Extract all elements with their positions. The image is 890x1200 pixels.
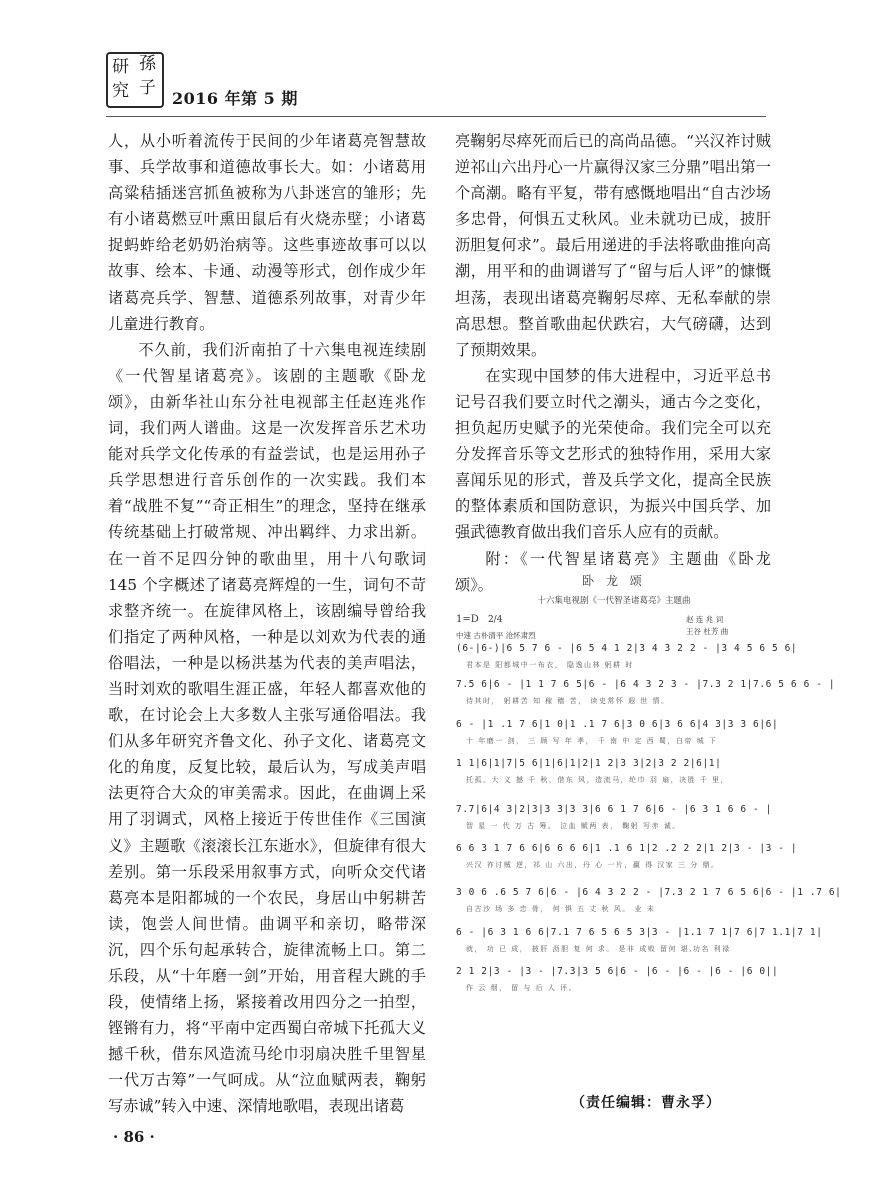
logo-char: 究 xyxy=(112,81,129,101)
score-lyric: 智 星 一 代 万 古 筹。 泣血 赋两 表， 鞠躬 写赤 诚。 xyxy=(466,822,681,830)
paragraph: 人，从小听着流传于民间的少年诸葛亮智慧故事、兵学故事和道德故事长大。如：小诸葛用高粱秸插迷宫抓鱼被称为八卦迷宫的雏形；先有小诸葛燃豆叶熏田鼠后有火烧赤壁；小诸葛捉蚂蚱给老奶奶治病等。这些事迹故事可以以故事、绘本、卡通、动漫等形式，创作成少年诸葛亮兵学、智慧、道德系列故事，对青少年儿童进行教育。 xyxy=(108,132,426,333)
score-line: 6 - |1 .1 7 6|1 0|1 .1 7 6|3 0 6|3 6 6|4 3|3 3 6|6| xyxy=(456,719,779,730)
journal-logo xyxy=(106,52,164,108)
score-lyric: 作 云 烟， 留 与 后 人 评。 xyxy=(466,984,578,992)
score-lyric: 君本是 阳都城中一布衣， 隐逸山林 躬耕 时 xyxy=(466,661,634,669)
score-line: 7.5 6|6 - |1 1 7 6 5|6 - |6 4 3 2 3 - |7.3 2 1|7.6 5 6 6 - | xyxy=(456,679,836,690)
score-lyric: 兴汉 祚讨贼 逆，祁 山 六出，丹 心 一片，赢 得 汉家 三 分 鼎。 xyxy=(466,861,720,869)
editor-note: （责任编辑：曹永孚） xyxy=(571,1095,721,1111)
score-line: 3 0 6 .6 5 7 6|6 - |6 4 3 2 2 - |7.3 2 1 7 6 5 6|6 - |1 .7 6| xyxy=(456,887,842,898)
score-key xyxy=(456,614,502,625)
composer-credit: 王谷 杜芳 曲 xyxy=(686,627,729,636)
score-lyric: 待其时， 躬耕苦 知 稼 穑 苦， 读史常怀 遐 世 情。 xyxy=(466,697,670,705)
paragraph: 不久前，我们沂南拍了十六集电视连续剧《一代智星诸葛亮》。该剧的主题歌《卧龙颂》，由新华社山东分社电视部主任赵连兆作词，我们两人谱曲。这是一次发挥音乐艺术功能对兵学文化传承的有益尝试，也是运用孙子兵学思想进行音乐创作的一次实践。我们本着“战胜不复”“奇正相生”的理念，坚持在继承传统基础上打破常规、冲出羁绊、力求出新。在一首不足四分钟的歌曲里，用十八句歌词 145 个字概述了诸葛亮辉煌的一生，词句不苛求整齐统一。在旋律风格上，该剧编导曾给我们指定了两种风格，一种是以刘欢为代表的通俗唱法，一种是以杨洪基为代表的美声唱法，当时刘欢的歌唱生涯正盛，年轻人都喜欢他的歌，在讨论会上大多数人主张写通俗唱法。我们从多年研究齐鲁文化、孙子文化、诸葛亮文化的角度，反复比较，最后认为，写成美声唱法更符合大众的审美需求。因此，在曲调上采用了羽调式，风格上接近于传世佳作《三国演义》主题歌《滚滚长江东逝水》，但旋律有很大差别。第一乐段采用叙事方式，向听众交代诸葛亮本是阳都城的一个农民，身居山中躬耕苦读，饱尝人间世情。曲调平和亲切，略带深沉，四个乐句起承转合，旋律流畅上口。第二乐段，从“十年磨一剑”开始，用音程大跳的手段，使情绪上扬，紧接着改用四分之一拍型，铿锵有力，将“平南中定西蜀白帝城下托孤大义撼千秋，借东风造流马纶巾羽扇决胜千里智星一代万古筹”一气呵成。从“泣血赋两表，鞠躬写赤诚”转入中速、深情地歌唱，表现出诸葛 xyxy=(108,340,426,1116)
issue-label: 2016 年第 5 期 xyxy=(172,89,298,108)
score-lyric: 托孤。大 义 撼 千 秋，借东 风，造流马，纶巾 羽 扇，决胜 千 里， xyxy=(466,776,730,784)
logo-char: 子 xyxy=(139,78,156,98)
paragraph: 在实现中国梦的伟大进程中，习近平总书记号召我们要立时代之潮头，通古今之变化，担负起历史赋予的光荣使命。我们完全可以充分发挥音乐等文艺形式的独特作用，采用大家喜闻乐见的形式，普及兵学文化，提高全民族的整体素质和国防意识，为振兴中国兵学、加强武德教育做出我们音乐人应有的贡献。 xyxy=(455,366,771,542)
page-header xyxy=(106,52,766,114)
paragraph: 亮鞠躬尽瘁死而后已的高尚品德。“兴汉祚讨贼逆祁山六出丹心一片赢得汉家三分鼎”唱出第一个高潮。略有平复，带有感慨地唱出“自古沙场多忠骨，何惧五丈秋风。业未就功已成，披肝沥胆复何求”。最后用递进的手法将歌曲推向高潮，用平和的曲调谱写了“留与后人评”的慷慨坦荡，表现出诸葛亮鞠躬尽瘁、无私奉献的崇高思想。整首歌曲起伏跌宕，大气磅礴，达到了预期效果。 xyxy=(455,132,771,359)
score-lyric: 自古沙 场 多 忠 骨， 何 惧 五 丈 秋 风。 业 未 xyxy=(466,905,656,913)
score-line: 1 1|6|1|7|5 6|1|6|1|2|1 2|3 3|2|3 2 2|6|1| xyxy=(456,758,722,769)
key-signature: 1=D xyxy=(456,614,479,625)
page-number: · 86 · xyxy=(113,1128,155,1146)
right-column xyxy=(455,128,771,598)
lyricist-credit: 赵 连 兆 词 xyxy=(686,615,724,624)
logo-char: 孫 xyxy=(139,54,156,74)
tempo-marking: 中速 古朴清平 沧怀肃烈 xyxy=(456,631,536,640)
score-line: (6-|6-)|6 5 7 6 - |6 5 4 1 2|3 4 3 2 2 - |3 4 5 6 5 6| xyxy=(456,643,798,654)
left-column xyxy=(108,128,426,1120)
score-lyric: 就， 功 已 成， 披肝 沥胆 复 何 求。 是非 成败 留何 堪,功名 利禄 xyxy=(466,945,731,953)
header-divider xyxy=(106,116,766,117)
music-score xyxy=(456,572,842,992)
time-signature: 2/4 xyxy=(487,615,503,625)
score-title: 卧 龙 颂 xyxy=(582,574,646,588)
score-line: 6 6 3 1 7 6 6|6 6 6 6|1 .1 6 1|2 .2 2 2|1 2|3 - |3 - | xyxy=(456,843,798,854)
score-lyric: 十 年磨一 剑， 三 顾 写 年 孝， 千 南 中 定 西 蜀，白帝 城 下 xyxy=(466,737,718,745)
logo-char: 研 xyxy=(112,57,129,77)
score-line: 6 - |6 3 1 6 6|7.1 7 6 5 6 5 3|3 - |1.1 7 1|7 6|7 1.1|7 1| xyxy=(456,927,823,938)
score-line: 2 1 2|3 - |3 - |7.3|3 5 6|6 - |6 - |6 - |6 - |6 0|| xyxy=(456,966,779,977)
score-subtitle: 十六集电视剧《一代智圣诸葛亮》主题曲 xyxy=(537,596,691,606)
paragraph: 附：《一代智星诸葛亮》主题曲《卧龙颂》。 xyxy=(455,549,771,594)
score-line: 7.7|6|4 3|2|3|3 3|3 3|6 6 1 7 6|6 - |6 3 1 6 6 - | xyxy=(456,804,772,815)
